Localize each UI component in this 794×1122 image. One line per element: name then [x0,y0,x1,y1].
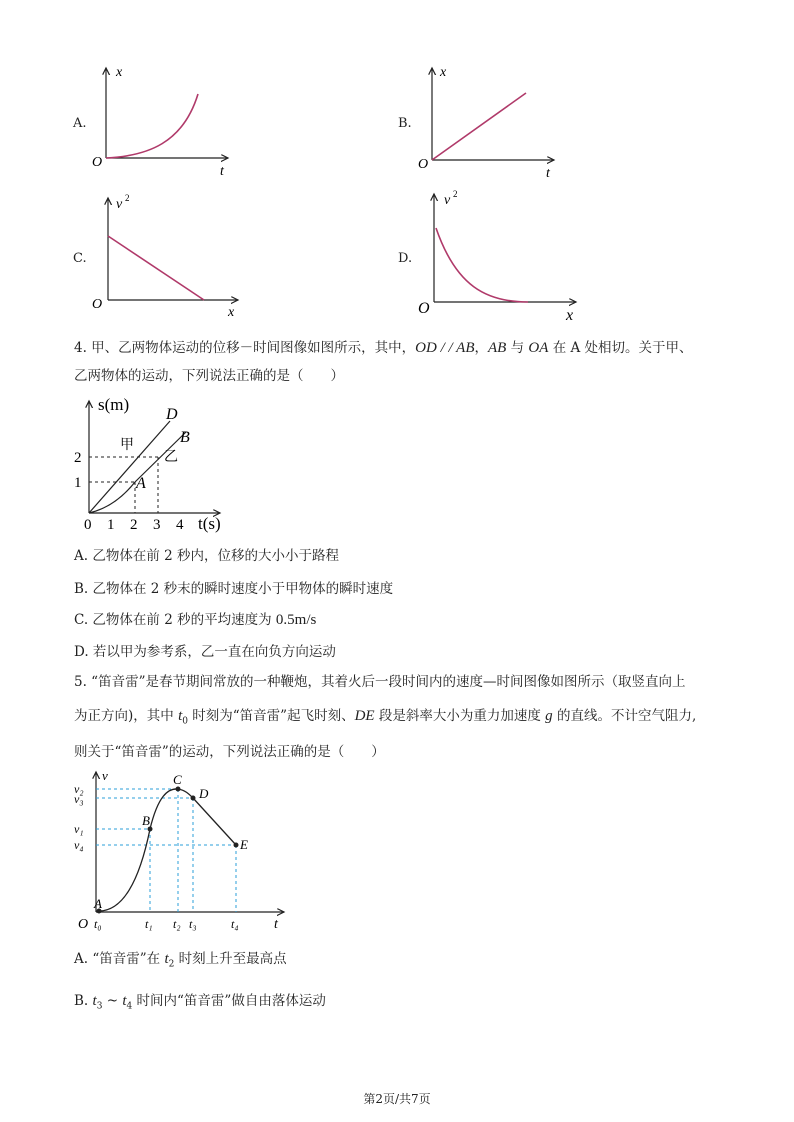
q4-math-oa: OA [528,340,549,356]
q5-choice-a[interactable] [74,947,287,970]
option-d-y-axis-sup: 2 [453,189,458,199]
q5-point-e [234,843,239,848]
q4-x-tick-1: 1 [107,517,115,533]
question-5-line-1: 5. “笛音雷”是春节期间常放的一种鞭炮，其着火后一段时间内的速度—时间图像如图所示（取竖直向上 [74,674,686,690]
q5-text-b: 时刻为“笛音雷”起飞时刻、 [187,708,355,724]
q5-choice-b[interactable] [74,989,326,1012]
option-c-line [108,236,204,300]
q5-origin-label: O [78,917,89,932]
q5-curve [99,789,193,911]
q5-point-d [191,796,196,801]
q4-math-od-ab: OD / / AB [415,340,475,356]
q4-label-d: D [166,406,178,423]
q5-label-v4: v₄ [74,838,84,852]
q4-choice-d[interactable]: D. 若以甲为参考系，乙一直在向负方向运动 [74,644,336,660]
q4-x-tick-2: 2 [130,517,138,533]
option-c-y-axis-sup: 2 [125,193,130,203]
q4-y-tick-2: 2 [74,450,82,466]
q4-x-tick-4: 4 [176,517,184,533]
q5-de: DE [354,708,375,724]
question-4-line-2: 乙两物体的运动，下列说法正确的是（ ） [74,368,344,384]
q4-text-b: 与 [506,340,529,356]
option-a-x-axis-label: t [220,164,224,179]
q5-choice-a-sub: 2 [168,959,175,970]
q5-x-axis-label: t [274,917,278,932]
q5-choice-b-sub3: 3 [96,1001,103,1012]
option-d-curve [436,228,528,302]
option-a-curve [106,94,198,158]
option-c-y-axis-label: v [116,197,123,212]
q5-label-v2: v₂ [74,782,84,796]
option-b-origin-label: O [418,157,429,172]
q4-choice-b[interactable]: B. 乙物体在 2 秒末的瞬时速度小于甲物体的瞬时速度 [74,581,394,597]
option-b-line [432,93,526,160]
q5-label-t0: t₀ [94,917,102,931]
q5-text-c: 段是斜率大小为重力加速度 [374,708,546,724]
page-footer: 第2页/共7页 [363,1092,431,1106]
q5-choice-b-t4: t [122,993,127,1009]
q4-label-jia: 甲 [120,438,134,453]
option-c-origin-label: O [92,297,103,312]
q5-choice-b-tilde: ~ [102,993,123,1009]
q4-choice-c-value: 0.5m/s [275,612,317,628]
q5-choice-a-rest: 时刻上升至最高点 [174,951,287,967]
option-a-label: A. [73,116,87,131]
q5-label-c: C [173,772,182,787]
option-b-y-axis-label: x [440,65,447,80]
option-d-y-axis-label: v [444,193,451,208]
q4-x-tick-3: 3 [153,517,161,533]
q5-label-v1: v₁ [74,822,84,836]
question-5-line-2 [74,702,696,736]
option-c-graph [88,190,248,320]
q5-choice-b-rest: 时间内“笛音雷”做自由落体运动 [132,993,326,1009]
q5-g: g [545,708,553,724]
q4-label-b: B [180,429,190,446]
q4-text-a: 4. 甲、乙两物体运动的位移－时间图像如图所示，其中， [74,340,416,356]
option-a-graph [88,58,238,183]
q5-choice-b-t3: t [92,993,97,1009]
q5-label-b: B [142,813,150,828]
q5-label-t1: t₁ [145,917,153,931]
q5-graph [72,768,302,936]
q4-text-c: 在 A 处相切。关于甲、 [548,340,693,356]
option-a-origin-label: O [92,155,103,170]
q4-math-ab: AB [487,340,507,356]
q5-label-t2: t₂ [173,917,181,931]
option-a-y-axis-label: x [116,65,123,80]
option-d-origin-label: O [418,300,430,317]
option-c-label: C. [73,251,87,266]
q5-label-t3: t₃ [189,917,197,931]
option-d-graph [416,186,586,326]
q5-label-a: A [94,896,102,911]
q5-choice-a-t: t [164,951,169,967]
option-d-x-axis-label: x [566,307,574,324]
q5-label-t4: t₄ [231,917,239,931]
q4-label-yi: 乙 [164,450,178,465]
q5-point-c [176,787,181,792]
q4-graph [70,395,240,535]
question-4-line-1 [74,334,693,362]
q4-y-tick-1: 1 [74,475,82,491]
q4-x-axis-label: t(s) [198,514,221,533]
option-d-label: D. [398,251,413,266]
q5-choice-a-text: A. “笛音雷”在 [74,951,165,967]
q5-y-axis-label: v [102,768,108,783]
q5-t0-t: t [178,708,183,724]
q4-label-a: A [136,475,146,492]
q5-choice-b-prefix: B. [74,993,93,1009]
option-c-x-axis-label: x [228,305,235,320]
q5-label-v3: v₃ [74,792,84,806]
q4-x-tick-0: 0 [84,517,92,533]
q4-choice-c-text: C. 乙物体在前 2 秒的平均速度为 [74,612,276,628]
q5-text-a: 为正方向)，其中 [74,708,179,724]
q5-line-de [193,798,236,845]
question-5-line-3: 则关于“笛音雷”的运动，下列说法正确的是（ ） [74,744,385,760]
option-b-graph [414,58,564,183]
q5-label-d: D [199,786,209,801]
q4-sep: ， [474,340,488,356]
q5-label-e: E [240,837,248,852]
option-b-label: B. [398,116,412,131]
q4-choice-a[interactable]: A. 乙物体在前 2 秒内，位移的大小小于路程 [74,548,340,564]
q5-choice-b-sub4: 4 [126,1001,133,1012]
option-b-x-axis-label: t [546,166,550,181]
q4-choice-c[interactable] [74,608,316,629]
q5-text-d: 的直线。不计空气阻力, [552,708,697,724]
q5-t0-sub: 0 [182,716,188,727]
q4-y-axis-label-text: s(m) [98,395,130,414]
